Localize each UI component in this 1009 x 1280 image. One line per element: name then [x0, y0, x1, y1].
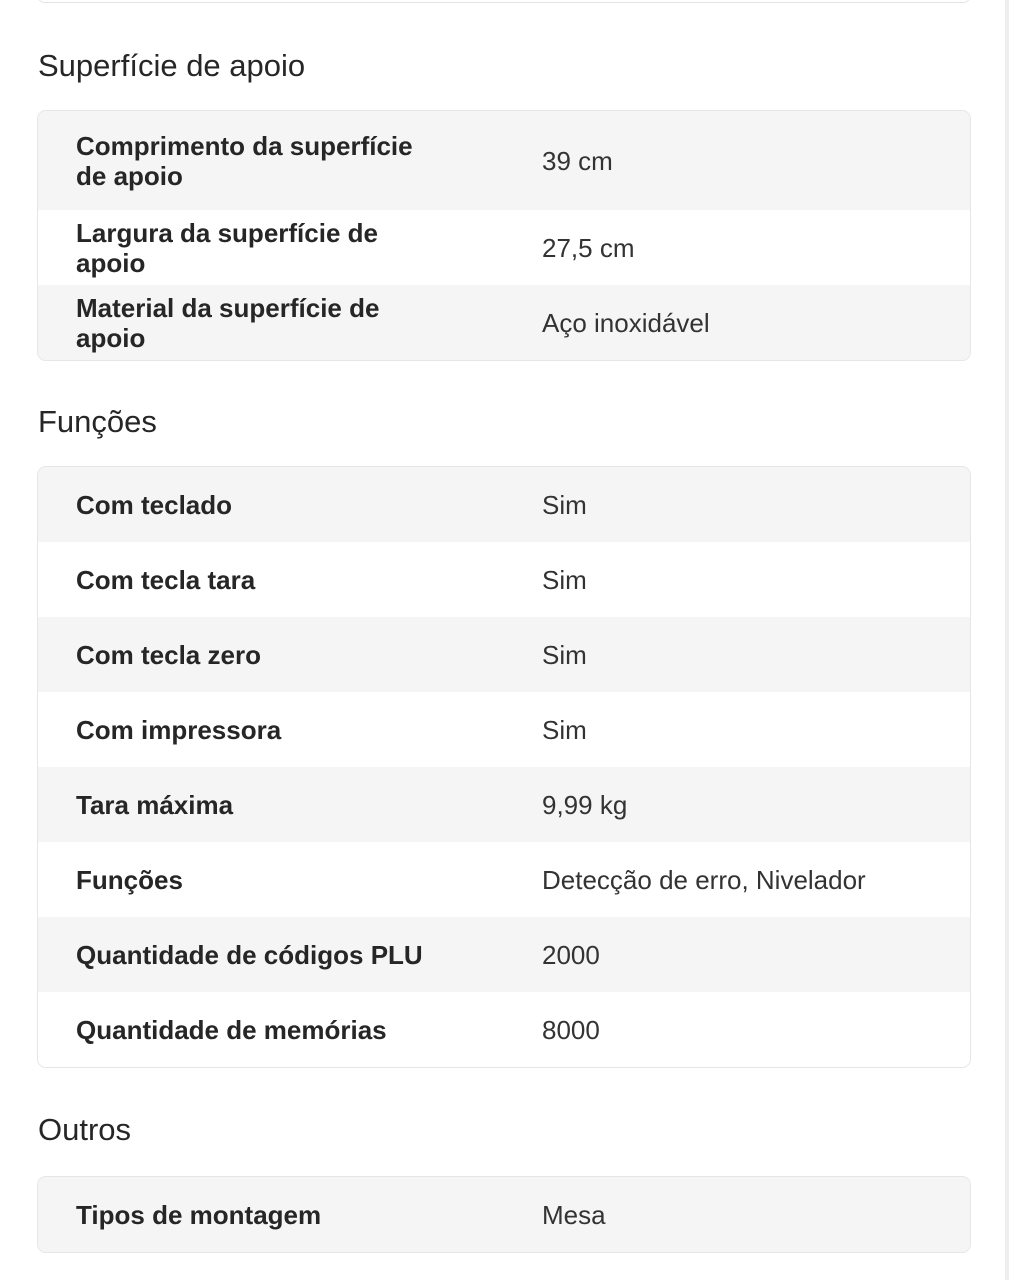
spec-label: Com impressora — [76, 714, 282, 745]
spec-value: 8000 — [542, 1014, 600, 1045]
spec-row — [38, 692, 970, 767]
spec-value: Mesa — [542, 1199, 606, 1230]
spec-label: Tara máxima — [76, 789, 234, 820]
spec-label: Material da superfície de apoio — [76, 292, 380, 353]
section-title-superficie-de-apoio: Superfície de apoio — [38, 48, 306, 83]
spec-label: Comprimento da superfície de apoio — [76, 130, 413, 191]
spec-row — [38, 842, 970, 917]
spec-row — [38, 210, 970, 285]
spec-value: Sim — [542, 564, 587, 595]
spec-label: Quantidade de memórias — [76, 1014, 387, 1045]
spec-row — [38, 992, 970, 1067]
spec-row — [38, 1177, 970, 1252]
spec-value: Sim — [542, 639, 587, 670]
spec-value: 39 cm — [542, 145, 613, 176]
spec-value: Detecção de erro, Nivelador — [542, 864, 866, 895]
spec-value: Sim — [542, 489, 587, 520]
spec-table-funcoes — [37, 466, 971, 1068]
section-title-outros: Outros — [38, 1112, 132, 1147]
spec-label: Tipos de montagem — [76, 1199, 322, 1230]
spec-row — [38, 542, 970, 617]
spec-table-outros — [37, 1176, 971, 1253]
spec-label: Funções — [76, 864, 183, 895]
spec-value: 2000 — [542, 939, 600, 970]
spec-row — [38, 467, 970, 542]
spec-label: Com tecla tara — [76, 564, 256, 595]
spec-row — [38, 917, 970, 992]
spec-label: Largura da superfície de apoio — [76, 217, 378, 278]
spec-label: Quantidade de códigos PLU — [76, 939, 423, 970]
previous-spec-table-edge — [37, 0, 971, 3]
spec-value: 9,99 kg — [542, 789, 628, 820]
spec-value: Sim — [542, 714, 587, 745]
spec-label: Com tecla zero — [76, 639, 261, 670]
section-title-funcoes: Funções — [38, 404, 157, 439]
spec-row — [38, 767, 970, 842]
spec-label: Com teclado — [76, 489, 233, 520]
spec-row — [38, 111, 970, 210]
spec-table-superficie-de-apoio — [37, 110, 971, 361]
spec-row — [38, 617, 970, 692]
spec-value: Aço inoxidável — [542, 307, 710, 338]
spec-row — [38, 285, 970, 360]
page-scroll-edge — [1005, 0, 1009, 1280]
spec-value: 27,5 cm — [542, 232, 635, 263]
